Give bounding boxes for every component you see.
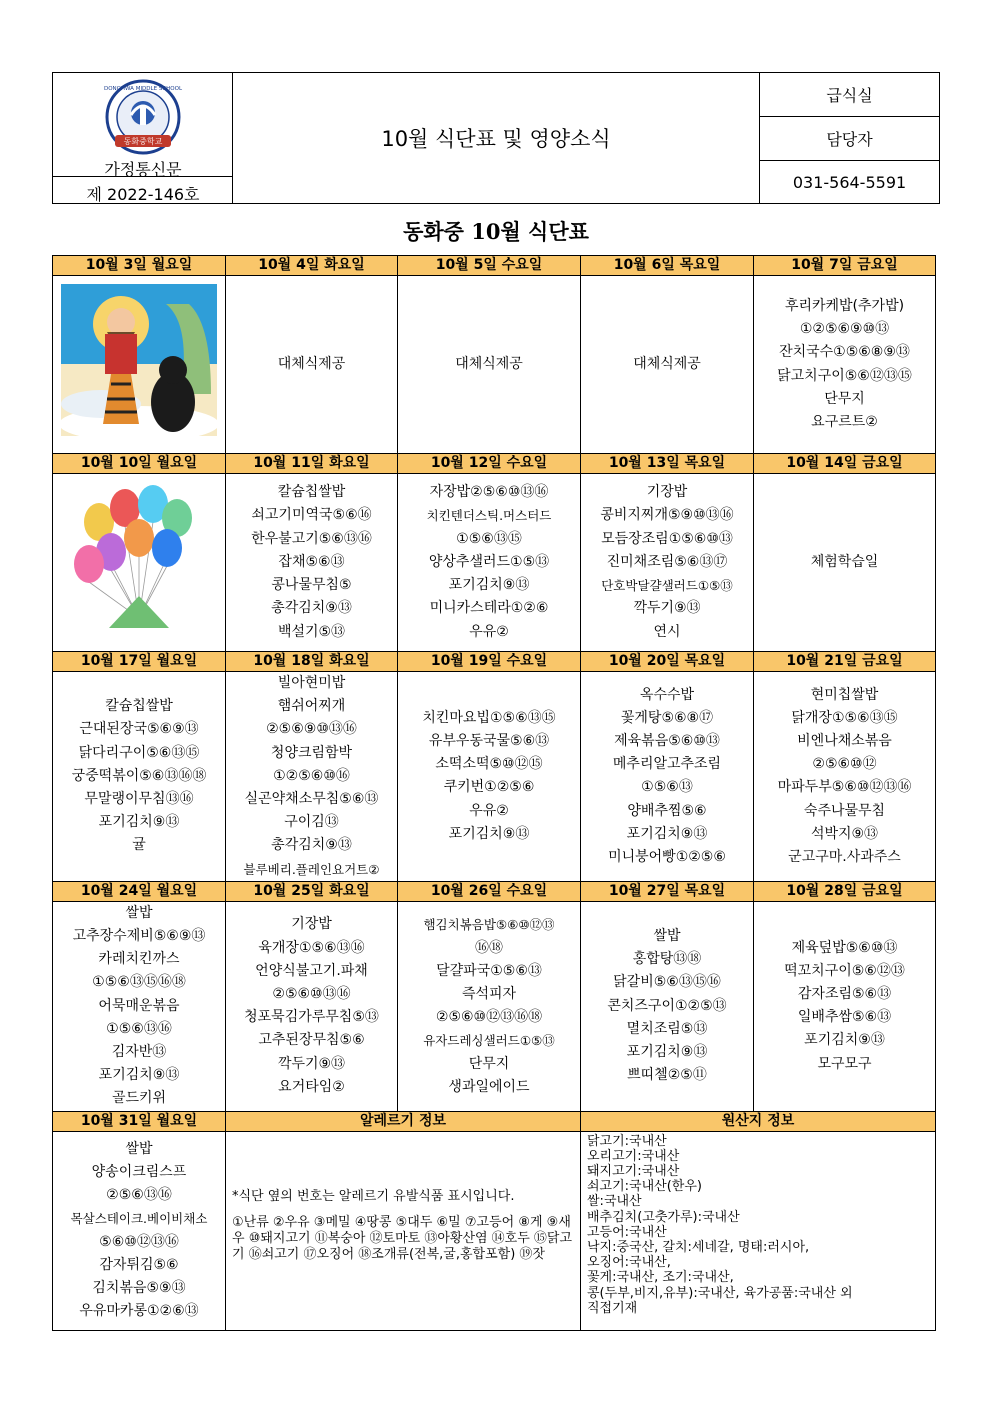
menu-item: 총각김치⑨⑬: [271, 600, 352, 617]
menu-item: 미니카스테라①②⑥: [429, 600, 549, 617]
date-header: 10월 27일 목요일: [581, 881, 754, 901]
menu-item: 쌀밥: [125, 904, 153, 921]
menu-item: 생과일에이드: [448, 1078, 530, 1095]
day-menu: [754, 901, 936, 1111]
menu-item: 잡채⑤⑥⑬: [278, 553, 345, 570]
menu-item: 포기김치⑨⑬: [804, 1032, 885, 1049]
menu-item: 어묵매운볶음: [98, 997, 180, 1014]
menu-row: [53, 474, 936, 652]
date-header: 10월 11일 화요일: [226, 454, 398, 474]
menu-item: 후리카케밥(추가밥): [784, 297, 905, 314]
allergy-line: ①난류 ②우유 ③메밀 ④땅콩 ⑤대두 ⑥밀 ⑦고등어 ⑧게 ⑨새우 ⑩돼지고기 ⑪복숭아 ⑫토마토 ⑬아황산염 ⑭호두 ⑮닭고기 ⑯쇠고기 ⑰오징어 ⑱조개류(전복,굴,홍합포함) ⑲잣: [232, 1214, 573, 1262]
menu-item: ①②⑤⑥⑨⑩⑬: [799, 321, 890, 338]
menu-item: 제육볶음⑤⑥⑩⑬: [614, 733, 720, 749]
menu-item: 닭갈비⑤⑥⑬⑮⑯: [613, 974, 721, 991]
menu-item: 깍두기⑨⑬: [633, 600, 701, 617]
day-menu: [581, 276, 754, 454]
day-menu: [53, 672, 226, 882]
menu-item: 햄김치볶음밥⑤⑥⑩⑫⑬: [423, 917, 555, 933]
menu-item: ①⑤⑥⑬: [641, 779, 693, 796]
menu-item: 단무지: [468, 1055, 510, 1072]
menu-item: 우유②: [469, 802, 509, 819]
day-menu: [226, 901, 398, 1111]
menu-item: 메추리알고추조림: [612, 756, 722, 773]
menu-item: 떡꼬치구이⑤⑥⑫⑬: [784, 962, 905, 979]
menu-table: [52, 255, 936, 1331]
menu-item: 무말랭이무침⑬⑯: [84, 791, 194, 808]
menu-item: 닭다리구이⑤⑥⑬⑮: [78, 744, 200, 761]
menu-item: 기장밥: [646, 484, 688, 501]
menu-item: 요거타임②: [278, 1078, 345, 1095]
menu-item: 소떡소떡⑤⑩⑫⑮: [435, 756, 543, 773]
menu-item: 햄쉬어찌개: [277, 698, 346, 715]
menu-item: 쌀밥: [653, 928, 681, 945]
menu-item: 김자반⑬: [111, 1044, 167, 1061]
menu-item: 포기김치⑨⑬: [98, 1067, 180, 1084]
menu-item: 홍합탕⑬⑱: [632, 951, 702, 968]
date-header: 10월 7일 금요일: [754, 256, 936, 276]
newsletter-title: 10월 식단표 및 영양소식: [381, 127, 611, 151]
menu-item: 기장밥: [291, 916, 332, 933]
menu-item: 닭고치구이⑤⑥⑫⑬⑮: [777, 367, 912, 384]
date-header: 10월 18일 화요일: [226, 652, 398, 672]
menu-item: 멸치조림⑤⑬: [626, 1020, 708, 1037]
origin-line: 오징어:국내산,: [587, 1255, 671, 1271]
menu-item: 한우불고기⑤⑥⑬⑯: [251, 530, 372, 547]
day-menu: [754, 672, 936, 882]
menu-title: 동화중 10월 식단표: [403, 219, 589, 244]
date-header: 10월 10일 월요일: [53, 454, 226, 474]
newsletter-header: [52, 72, 940, 204]
menu-item: 단무지: [824, 390, 865, 407]
date-header: 10월 12일 수요일: [398, 454, 581, 474]
menu-row: [53, 901, 936, 1111]
menu-item: 고추장수제비⑤⑥⑨⑬: [72, 928, 206, 945]
menu-item: 쌀밥: [125, 1140, 153, 1157]
allergy-line: *식단 옆의 번호는 알레르기 유발식품 표시입니다.: [232, 1188, 515, 1204]
menu-item: ①⑤⑥⑬⑯: [106, 1020, 172, 1037]
date-header: 10월 3일 월요일: [53, 256, 226, 276]
menu-item: 단호박달걀샐러드①⑤⑬: [601, 578, 733, 594]
menu-item: 고추된장무침⑤⑥: [258, 1032, 365, 1049]
day-menu: [53, 901, 226, 1111]
menu-item: ②⑤⑥⑩⑬⑯: [272, 986, 351, 1003]
date-header: 10월 19일 수요일: [398, 652, 581, 672]
allergy-header: 알레르기 정보: [226, 1111, 581, 1131]
menu-item: ②⑤⑥⑩⑫: [812, 756, 877, 773]
menu-item: 진미채조림⑤⑥⑬⑰: [606, 553, 728, 570]
date-header: 10월 13일 목요일: [581, 454, 754, 474]
date-header-row: [53, 881, 936, 901]
origin-line: 낙지:중국산, 갈치:세네갈, 명태:러시아,: [587, 1240, 810, 1256]
menu-item: 일배추쌈⑤⑥⑬: [797, 1009, 892, 1026]
contact-label: 담당자: [760, 117, 939, 161]
contact-cell: [759, 73, 939, 203]
menu-item: 포기김치⑨⑬: [98, 814, 180, 831]
date-header: 10월 28일 금요일: [754, 881, 936, 901]
menu-item: 체험학습일: [810, 553, 879, 570]
menu-item: 포기김치⑨⑬: [626, 1044, 708, 1061]
menu-item: ②⑤⑥⑬⑯: [106, 1187, 172, 1204]
menu-item: 청양크림함박: [270, 744, 353, 761]
menu-item: 언양식불고기.파채: [255, 962, 368, 979]
menu-item: 궁중떡볶이⑤⑥⑬⑯⑱: [71, 767, 207, 784]
menu-item: 군고구마.사과주스: [788, 849, 901, 866]
menu-item: 닭개장①⑤⑥⑬⑮: [791, 709, 898, 726]
menu-item: 양송이크림스프: [91, 1164, 187, 1181]
department-label: 급식실: [760, 73, 939, 117]
menu-item: 카레치킨까스: [98, 951, 180, 968]
menu-item: 현미칩쌀밥: [810, 686, 879, 703]
menu-item: 콘치즈구이①②⑤⑬: [607, 997, 727, 1014]
menu-item: 빌아현미밥: [277, 675, 346, 691]
menu-item: 꽃게탕⑤⑥⑧⑰: [620, 709, 714, 726]
menu-item: 포기김치⑨⑬: [448, 825, 530, 842]
menu-item: 모듬장조림①⑤⑥⑩⑬: [601, 530, 733, 547]
menu-item: 대체식제공: [455, 355, 523, 372]
menu-item: 양배추찜⑤⑥: [627, 802, 707, 819]
date-header: 10월 25일 화요일: [226, 881, 398, 901]
menu-item: 대체식제공: [277, 355, 346, 372]
menu-item: 쁘띠첼②⑤⑪: [627, 1067, 707, 1084]
menu-item: ①⑤⑥⑬⑮⑯⑱: [92, 974, 186, 991]
logo-cell: [53, 73, 233, 203]
menu-item: 잔치국수①⑤⑥⑧⑨⑬: [779, 344, 910, 361]
date-header-row: [53, 652, 936, 672]
date-header: 10월 5일 수요일: [398, 256, 581, 276]
menu-item: 모구모구: [817, 1055, 872, 1072]
info-row: [53, 1131, 936, 1330]
menu-item: 근대된장국⑤⑥⑨⑬: [79, 721, 199, 738]
day-menu: [226, 672, 398, 882]
menu-item: 총각김치⑨⑬: [271, 837, 352, 854]
school-logo-icon: [101, 79, 185, 157]
menu-item: ⑤⑥⑩⑫⑬⑯: [99, 1233, 179, 1250]
menu-item: 유자드레싱샐러드①⑤⑬: [423, 1033, 555, 1049]
origin-line: 직접기재: [587, 1300, 638, 1316]
menu-item: 제육덮밥⑤⑥⑩⑬: [791, 939, 898, 956]
date-header: 10월 24일 월요일: [53, 881, 226, 901]
menu-item: 육개장①⑤⑥⑬⑯: [258, 939, 365, 956]
newsletter-label: 가정통신문: [104, 160, 182, 179]
menu-item: 자장밥②⑤⑥⑩⑬⑯: [429, 484, 549, 501]
day-menu: [226, 474, 398, 652]
menu-item: 감자튀김⑤⑥: [99, 1256, 179, 1273]
menu-item: ②⑤⑥⑩⑫⑬⑯⑱: [435, 1009, 543, 1026]
day-menu: [53, 276, 226, 454]
date-header: 10월 4일 화요일: [226, 256, 398, 276]
date-header: 10월 26일 수요일: [398, 881, 581, 901]
balloons-illustration-icon: [69, 478, 209, 638]
menu-item: 연시: [653, 623, 681, 640]
date-header: 10월 20일 목요일: [581, 652, 754, 672]
menu-item: 깍두기⑨⑬: [277, 1055, 346, 1072]
menu-item: 옥수수밥: [639, 686, 695, 703]
menu-item: 구이김⑬: [284, 814, 339, 831]
menu-item: 요구르트②: [811, 413, 878, 430]
menu-item: 블루베리.플레인요거트②: [243, 861, 380, 877]
menu-row: [53, 276, 936, 454]
date-header: 10월 21일 금요일: [754, 652, 936, 672]
menu-item: 콩나물무침⑤: [271, 577, 352, 594]
menu-item: 치킨텐더스틱.머스터드: [426, 508, 552, 524]
allergy-info: [226, 1131, 581, 1330]
origin-line: 콩(두부,비지,유부):국내산, 육가공품:국내산 외: [587, 1285, 853, 1301]
origin-line: 닭고기:국내산: [587, 1133, 667, 1149]
menu-item: 미니붕어빵①②⑤⑥: [608, 849, 726, 866]
menu-item: 달걀파국①⑤⑥⑬: [436, 962, 542, 979]
holiday-illustration-icon: [61, 284, 217, 436]
day-menu: [53, 474, 226, 652]
date-header: 10월 14일 금요일: [754, 454, 936, 474]
menu-row: [53, 672, 936, 882]
menu-item: 감자조림⑤⑥⑬: [797, 986, 892, 1003]
menu-item: 실곤약채소무침⑤⑥⑬: [244, 791, 379, 808]
origin-header: 원산지 정보: [581, 1111, 936, 1131]
logo-arc-text: DONGHWA MIDDLE SCHOOL: [103, 86, 183, 92]
menu-item: 양상추샐러드①⑤⑬: [428, 553, 550, 570]
menu-item: 백설기⑤⑬: [277, 623, 346, 640]
menu-item: 쿠키번①②⑤⑥: [443, 779, 535, 796]
date-header: 10월 6일 목요일: [581, 256, 754, 276]
menu-item: 쇠고기미역국⑤⑥⑯: [251, 507, 372, 524]
day-menu: [398, 474, 581, 652]
day-menu: [581, 672, 754, 882]
origin-line: 고등어:국내산: [587, 1224, 667, 1240]
day-menu: [754, 276, 936, 454]
day-menu: [581, 901, 754, 1111]
day-menu: [398, 901, 581, 1111]
menu-item: 골드키위: [111, 1090, 167, 1107]
menu-item: 석박지⑨⑬: [810, 825, 879, 842]
origin-line: 오리고기:국내산: [587, 1148, 680, 1164]
menu-item: 우유②: [469, 623, 509, 640]
menu-item: 숙주나물무침: [803, 802, 886, 819]
day-menu: [226, 276, 398, 454]
day-menu: [581, 474, 754, 652]
menu-item: 김치볶음⑤⑨⑬: [92, 1280, 186, 1297]
day-menu: [53, 1131, 226, 1330]
date-header: 10월 31일 월요일: [53, 1111, 226, 1131]
menu-item: ②⑤⑥⑨⑩⑬⑯: [266, 721, 357, 738]
menu-item: 콩비지찌개⑤⑨⑩⑬⑯: [600, 507, 734, 524]
menu-item: 목살스테이크.베이비채소: [70, 1211, 208, 1227]
menu-item: 우유마카롱①②⑥⑬: [79, 1303, 199, 1320]
date-header-row: [53, 1111, 936, 1131]
origin-line: 배추김치(고춧가루):국내산: [587, 1209, 740, 1225]
menu-item: 포기김치⑨⑬: [626, 825, 708, 842]
menu-item: 마파두부⑤⑥⑩⑫⑬⑯: [777, 779, 912, 796]
menu-item: 청포묵김가루무침⑤⑬: [244, 1009, 379, 1026]
day-menu: [398, 276, 581, 454]
origin-line: 쇠고기:국내산(한우): [587, 1179, 702, 1195]
day-menu: [754, 474, 936, 652]
date-header-row: [53, 454, 936, 474]
menu-item: 칼슘칩쌀밥: [277, 484, 346, 501]
menu-item: ①⑤⑥⑬⑮: [456, 530, 522, 547]
date-header: 10월 17일 월요일: [53, 652, 226, 672]
menu-item: 즉석피자: [461, 986, 517, 1003]
menu-item: 비엔나채소볶음: [797, 733, 892, 749]
menu-item: 포기김치⑨⑬: [448, 577, 530, 594]
origin-info: [581, 1131, 936, 1330]
logo-sub-text: 동화중학교: [123, 137, 163, 146]
origin-line: 쌀:국내산: [587, 1194, 642, 1210]
menu-item: 치킨마요빕①⑤⑥⑬⑮: [422, 709, 556, 726]
menu-item: 칼슘칩쌀밥: [105, 698, 173, 715]
issue-number: 제 2022-146호: [86, 185, 200, 204]
menu-item: 대체식제공: [633, 355, 701, 372]
phone-number: 031-564-5591: [792, 173, 907, 192]
menu-item: ⑯⑱: [475, 939, 503, 956]
menu-item: 귤: [132, 837, 146, 854]
origin-line: 꽃게:국내산, 조기:국내산,: [587, 1270, 734, 1286]
day-menu: [398, 672, 581, 882]
menu-item: ①②⑤⑥⑩⑯: [273, 767, 350, 784]
date-header-row: [53, 256, 936, 276]
origin-line: 돼지고기:국내산: [587, 1164, 680, 1180]
menu-item: 유부우동국물⑤⑥⑬: [428, 733, 550, 749]
